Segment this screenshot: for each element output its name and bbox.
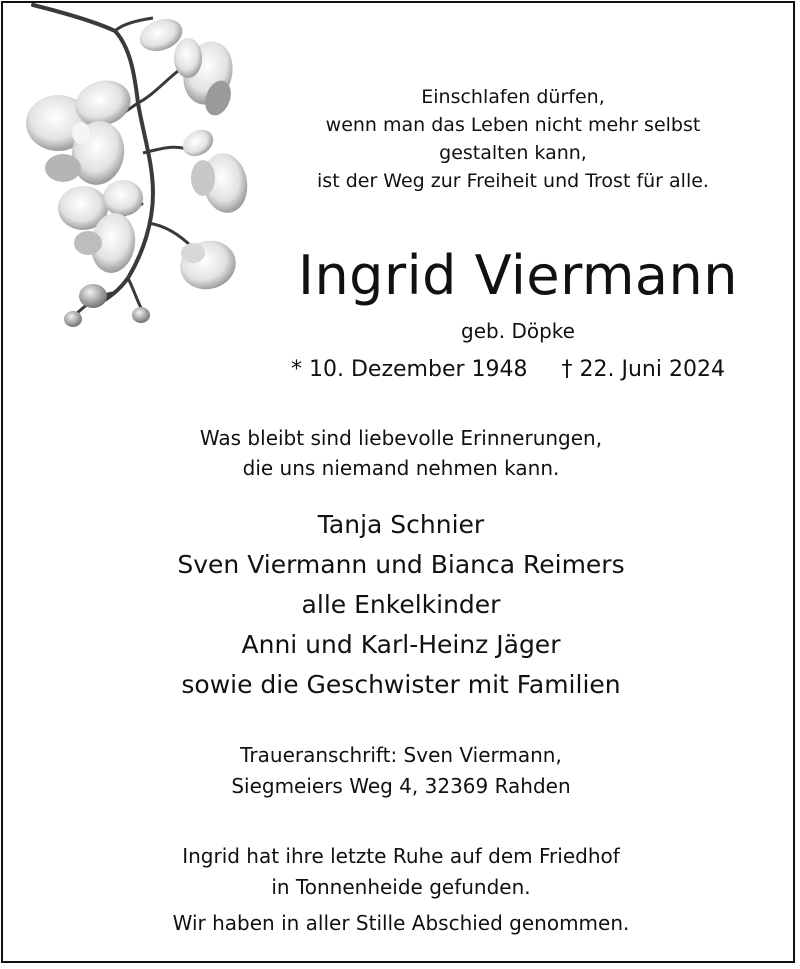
mourner: Anni und Karl-Heinz Jäger: [241, 630, 561, 659]
poem-line: gestalten kann,: [439, 142, 587, 164]
deceased-name: Ingrid Viermann: [298, 244, 738, 307]
life-dates: [243, 355, 773, 385]
quote-line: Was bleibt sind liebevolle Erinnerungen,: [199, 426, 603, 450]
poem-line: wenn man das Leben nicht mehr selbst: [325, 114, 701, 136]
resting-place-line: in Tonnenheide gefunden.: [271, 875, 531, 899]
quote-line: die uns niemand nehmen kann.: [242, 456, 560, 480]
mourner: Sven Viermann und Bianca Reimers: [177, 550, 625, 579]
death-date: † 22. Juni 2024: [561, 357, 725, 382]
birth-name: geb. Döpke: [461, 319, 575, 343]
address-line: Traueranschrift: Sven Viermann,: [240, 743, 562, 767]
closing-line: Wir haben in aller Stille Abschied genommen.: [172, 911, 630, 935]
poem: [273, 83, 753, 195]
resting-place-note: [3, 841, 795, 903]
resting-place-line: Ingrid hat ihre letzte Ruhe auf dem Friedhof: [182, 844, 620, 868]
obituary-notice: [1, 1, 795, 963]
mourners-list: [3, 505, 795, 705]
birth-date: * 10. Dezember 1948: [291, 357, 528, 382]
mourner: sowie die Geschwister mit Familien: [181, 670, 621, 699]
address-line: Siegmeiers Weg 4, 32369 Rahden: [231, 774, 571, 798]
orchid-branch-icon: [3, 3, 263, 333]
mourner: Tanja Schnier: [317, 510, 485, 539]
memorial-quote: [3, 423, 795, 483]
poem-line: ist der Weg zur Freiheit und Trost für alle.: [317, 170, 709, 192]
mourning-address: [3, 740, 795, 802]
mourner: alle Enkelkinder: [301, 590, 501, 619]
poem-line: Einschlafen dürfen,: [421, 86, 605, 108]
